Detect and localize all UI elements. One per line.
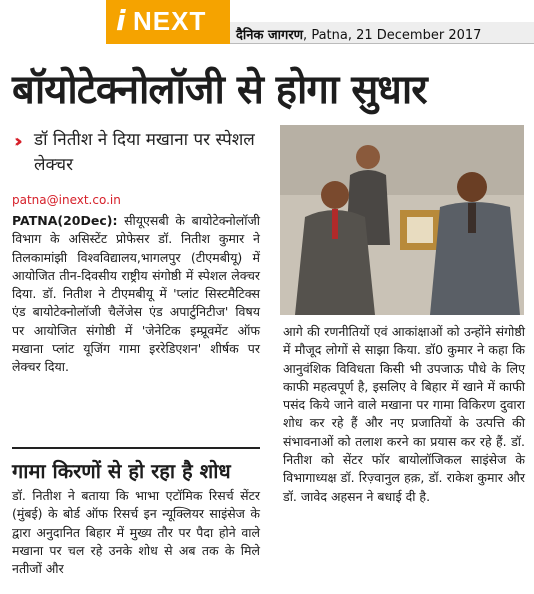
news-photo xyxy=(280,125,524,315)
masthead-separator: , xyxy=(303,28,312,43)
logo-next: NEXT xyxy=(133,6,207,36)
paragraph-1 xyxy=(12,212,260,377)
double-chevron-icon: ›› xyxy=(14,131,17,152)
paragraph-3: आगे की रणनीतियों एवं आकांक्षाओं को उन्होंने संगोष्ठी में मौजूद लोगों से साझा किया. डॉ0 कुमार ने कहा कि आनुवंशिक विविधता किसी भी उपजाऊ पौधे के लिए काफी महत्वपूर्ण है, इसलिए वे बिहार में खाने में काफी पसंद किये जाने वाले मखाना पर गामा विकिरण दुवारा शोध कर रहे हैं और नए प्रजातियों के उत्पत्ति की संभावनाओं को तलाश करने का प्रयास कर रहे हैं. डॉ. नितीश को सेंटर फॉर बायोलॉजिकल साइंसेज के विभागाध्यक्ष डॉ. रिज़्वानुल हक़, डॉ. राकेश कुमार और डॉ. जावेद अहसन ने बधाई दी है. xyxy=(283,324,525,504)
masthead-text xyxy=(236,25,481,43)
dateline: PATNA(20Dec): xyxy=(12,213,118,228)
logo-i: i xyxy=(116,4,126,37)
paragraph-1-text: सीयूएसबी के बायोटेक्नोलॉजी विभाग के असिस्टेंट प्रोफेसर डॉ. नितीश कुमार ने तिलकामांझी विश्वविद्यालय,भागलपुर (टीएमबीयू) में आयोजित तीन-दिवसीय राष्ट्रीय संगोष्ठी में स्पेशल लेक्चर दिया. डॉ. नितीश ने टीएमबीयू में 'प्लांट सिस्टमैटिक्स एंड बायोटेक्नोलॉजी चैलेंजेस एंड अपार्टुनिटीज' विषय पर आयोजित संगोष्ठी में 'जेनेटिक इम्प्रूवमेंट ऑफ मखाना प्लांट यूजिंग गामा इररेडिएशन' शीर्षक पर लेक्चर दिया. xyxy=(12,213,260,375)
paragraph-2: डॉ. नितीश ने बताया कि भाभा एटॉमिक रिसर्च सेंटर (मुंबई) के बोर्ड ऑफ रिसर्च इन न्यूक्लियर साइंसेज के द्वारा अनुदानित बिहार में मुख्य तौर पर पैदा होने वाले मखाना पर चल रहे उनके शोध से अब तक के मिले नतीजों और xyxy=(12,488,260,577)
inext-logo xyxy=(106,0,230,44)
masthead-bar xyxy=(230,22,534,44)
newspaper-name: दैनिक जागरण xyxy=(236,28,304,43)
city-date: Patna, 21 December 2017 xyxy=(311,28,482,43)
reporter-email: patna@inext.co.in xyxy=(12,193,121,207)
headline: बॉयोटेक्नोलॉजी से होगा सुधार xyxy=(12,67,427,113)
subheading: गामा किरणों से हो रहा है शोध xyxy=(12,447,260,484)
subhead: डॉ नितीश ने दिया मखाना पर स्पेशल लेक्चर xyxy=(34,130,255,175)
